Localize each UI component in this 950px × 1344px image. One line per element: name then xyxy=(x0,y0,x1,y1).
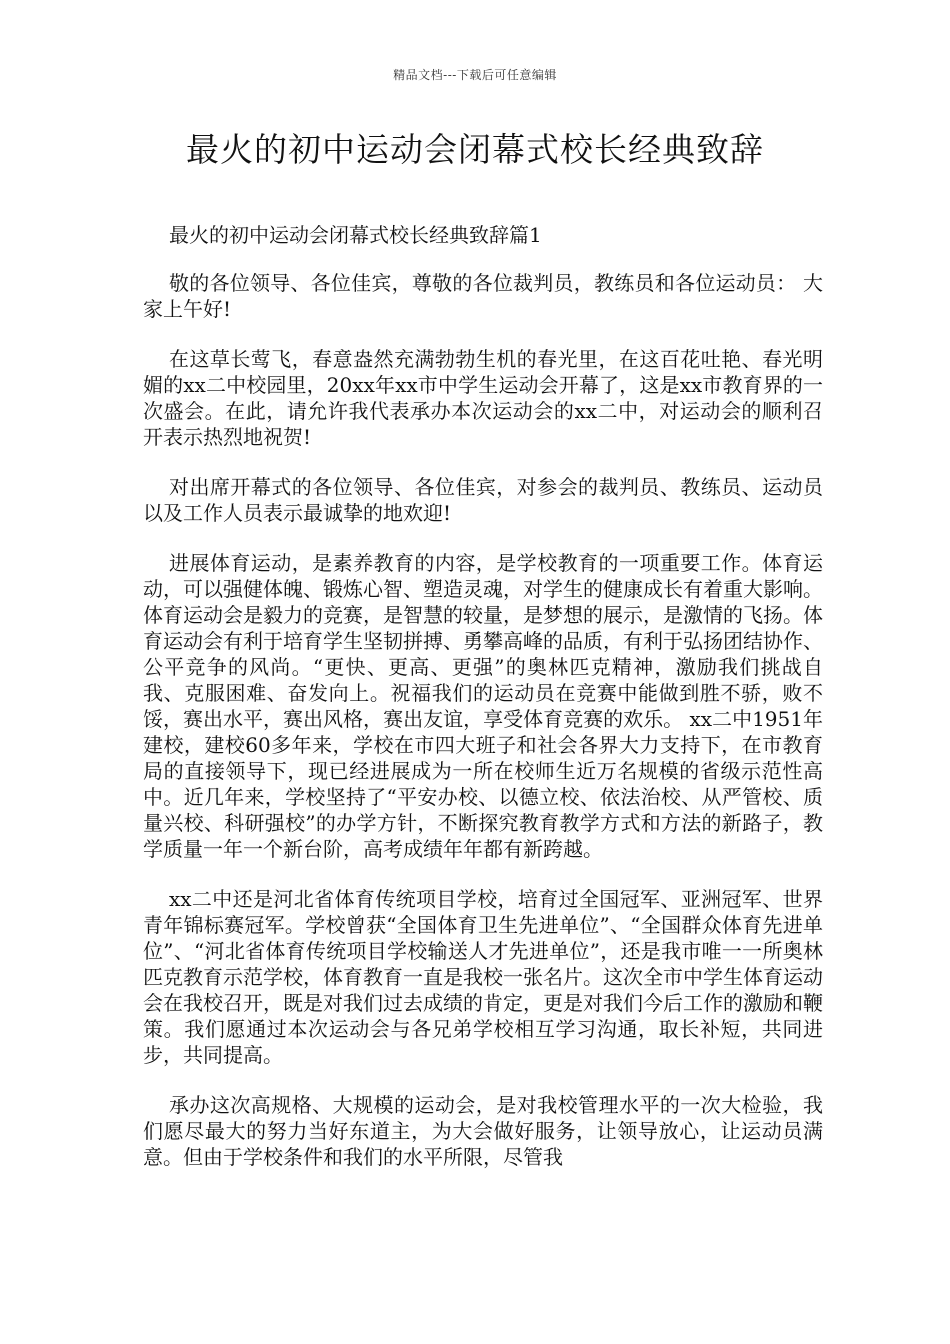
document-title: 最火的初中运动会闭幕式校长经典致辞 xyxy=(186,130,764,169)
paragraph-school-honors: xx二中还是河北省体育传统项目学校，培育过全国冠军、亚洲冠军、世界青年锦标赛冠军。学校曾获“全国体育卫生先进单位”、“全国群众体育先进单位”、“河北省体育传统项目学校输送人才先进单位”，还是我市唯一一所奥林匹克教育示范学校，体育教育一直是我校一张名片。这次全市中学生体育运动会在我校召开，既是对我们过去成绩的肯定，更是对我们今后工作的激励和鞭策。我们愿通过本次运动会与各兄弟学校相互学习沟通，取长补短，共同进步，共同提高。 xyxy=(143,887,823,1067)
header-note: 精品文档---下载后可任意编辑 xyxy=(393,68,557,82)
paragraph-greeting: 敬的各位领导、各位佳宾，尊敬的各位裁判员，教练员和各位运动员： 大家上午好! xyxy=(143,271,823,321)
paragraph-sports-education: 进展体育运动，是素养教育的内容，是学校教育的一项重要工作。体育运动，可以强健体魄、锻炼心智、塑造灵魂，对学生的健康成长有着重大影响。体育运动会是毅力的竞赛，是智慧的较量，是梦想的展示，是激情的飞扬。体育运动会有利于培育学生坚韧拼搏、勇攀高峰的品质，有利于弘扬团结协作、公平竞争的风尚。“更快、更高、更强”的奥林匹克精神，激励我们挑战自我、克服困难、奋发向上。祝福我们的运动员在竞赛中能做到胜不骄，败不馁，赛出水平，赛出风格，赛出友谊，享受体育竞赛的欢乐。 xx二中1951年建校，建校60多年来，学校在市四大班子和社会各界大力支持下，在市教育局的直接领导下，现已经进展成为一所在校师生近万名规模的省级示范性高中。近几年来，学校坚持了“平安办校、以德立校、依法治校、从严管校、质量兴校、科研强校”的办学方针，不断探究教育教学方式和方法的新路子，教学质量一年一个新台阶，高考成绩年年都有新跨越。 xyxy=(143,551,823,861)
paragraph-hosting: 承办这次高规格、大规模的运动会，是对我校管理水平的一次大检验，我们愿尽最大的努力当好东道主，为大会做好服务，让领导放心，让运动员满意。但由于学校条件和我们的水平所限，尽管我 xyxy=(143,1093,823,1169)
section-subtitle: 最火的初中运动会闭幕式校长经典致辞篇1 xyxy=(169,223,542,247)
paragraph-welcome: 对出席开幕式的各位领导、各位佳宾，对参会的裁判员、教练员、运动员以及工作人员表示最诚挚的地欢迎! xyxy=(143,475,823,525)
document-body xyxy=(143,222,823,1194)
paragraph-opening: 在这草长莺飞，春意盎然充满勃勃生机的春光里，在这百花吐艳、春光明媚的xx二中校园里，20xx年xx市中学生运动会开幕了，这是xx市教育界的一次盛会。在此，请允许我代表承办本次运动会的xx二中，对运动会的顺利召开表示热烈地祝贺! xyxy=(143,347,823,449)
